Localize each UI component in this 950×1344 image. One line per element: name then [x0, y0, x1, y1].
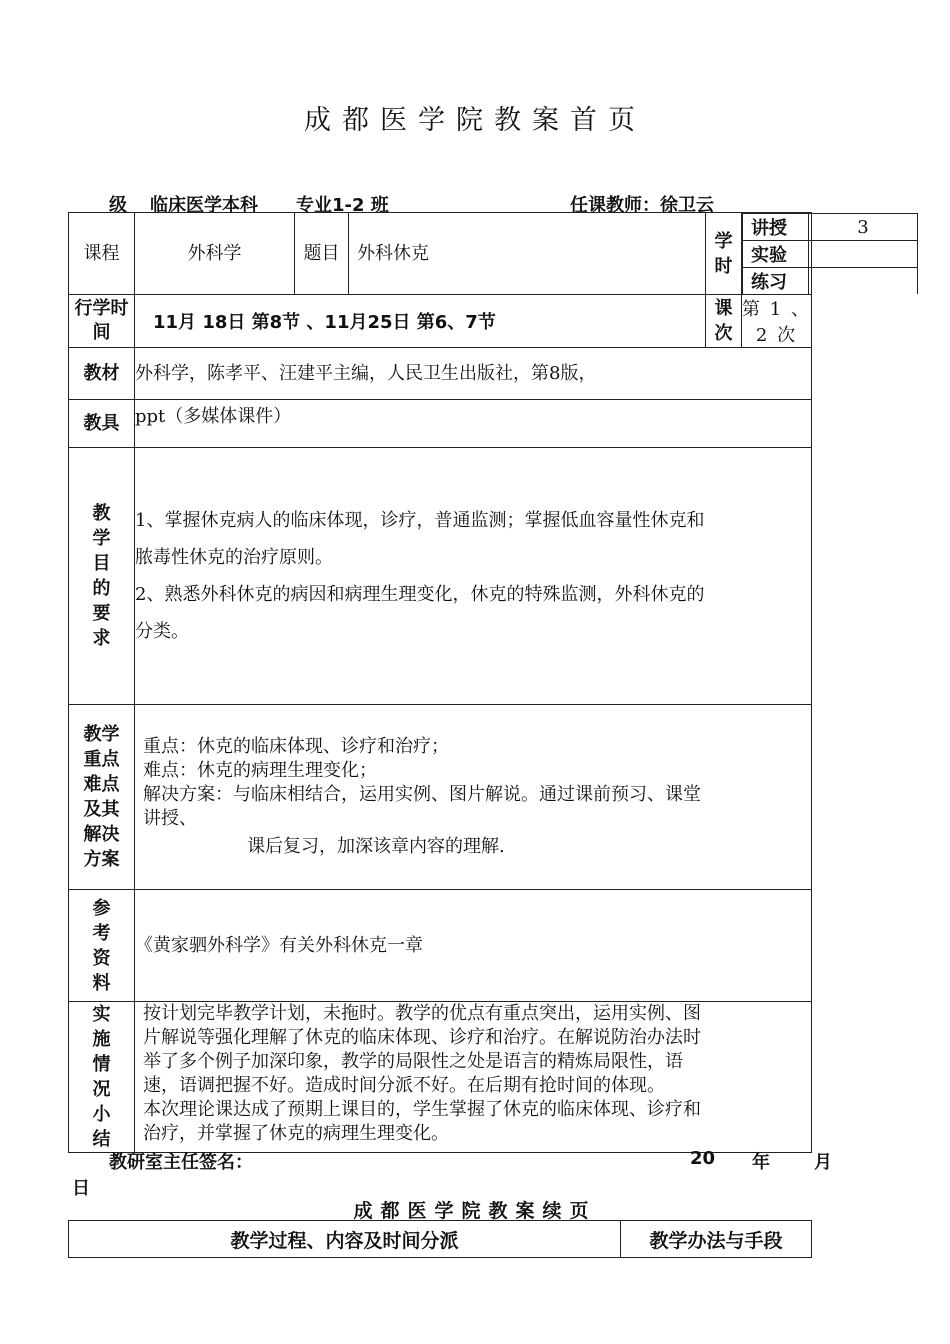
keypoints-label-line: 方案: [83, 849, 120, 870]
continuation-col-process: 教学过程、内容及时间分派: [69, 1221, 621, 1258]
hours-practice-value: [809, 268, 918, 295]
hours-lab-value: [809, 241, 918, 268]
objectives-content: [135, 448, 812, 705]
objectives-label: 教学目的要求: [69, 448, 135, 705]
keypoints-line: 重点：休克的临床体现、诊疗和治疗；: [143, 736, 449, 757]
objectives-line: 分类。: [135, 621, 189, 642]
keypoints-line: 解决方案：与临床相结合，运用实例、图片解说。通过课前预习、课堂: [143, 784, 701, 805]
textbook-label: 教材: [69, 348, 135, 400]
hours-label: 学时: [706, 213, 742, 295]
hours-lab-label: 实验: [743, 241, 809, 268]
keypoints-line: 讲授、: [143, 808, 197, 829]
hours-lecture-label: 讲授: [743, 214, 809, 241]
summary-line: 治疗，并掌握了休克的病理生理变化。: [143, 1123, 449, 1144]
summary-label: 实施情况小结: [69, 1002, 135, 1153]
topic-value: 外科休克: [349, 213, 706, 295]
references-label: 参考资料: [69, 890, 135, 1002]
course-value: 外科学: [135, 213, 295, 295]
course-label: 课程: [69, 213, 135, 295]
hours-cell: [742, 213, 869, 295]
summary-line: 片解说等强化理解了休克的临床体现、诊疗和治疗。在解说防治办法时: [143, 1027, 701, 1048]
grade-label: 级: [109, 195, 127, 216]
topic-label: 题目: [295, 213, 349, 295]
keypoints-label-line: 重点: [83, 749, 120, 770]
keypoints-line: 课后复习，加深该章内容的理解.: [247, 836, 505, 857]
continuation-col-methods: 教学办法与手段: [621, 1221, 812, 1258]
objectives-line: 2、熟悉外科休克的病因和病理生理变化，休克的特殊监测，外科休克的: [135, 584, 705, 605]
keypoints-label: [69, 705, 135, 890]
tools-label: 教具: [69, 400, 135, 448]
schedule-value: 11月 18日 第8节 、11月25日 第6、7节: [135, 295, 706, 348]
summary-line: 按计划完毕教学计划，未拖时。教学的优点有重点突出，运用实例、图: [143, 1003, 701, 1024]
keypoints-label-line: 教学: [83, 724, 120, 745]
summary-content: [135, 1002, 812, 1153]
page-title: 成都医学院教案首页: [304, 105, 646, 136]
sign-day: 日: [72, 1178, 90, 1199]
schedule-label: 行学时间: [69, 295, 135, 348]
keypoints-content: [135, 705, 812, 890]
references-value: 《黄家驷外科学》有关外科休克一章: [135, 890, 812, 1002]
objectives-line: 脓毒性休克的治疗原则。: [135, 547, 333, 568]
summary-line: 本次理论课达成了预期上课目的，学生掌握了休克的临床体现、诊疗和: [143, 1099, 701, 1120]
continuation-table: [68, 1220, 812, 1258]
count-label: 课次: [706, 295, 742, 348]
sign-year: 年: [752, 1152, 770, 1173]
keypoints-label-line: 及其: [83, 799, 120, 820]
sign-month: 月: [814, 1152, 832, 1173]
sign-label: 教研室主任签名：: [109, 1152, 253, 1173]
count-value: 第 1 、2 次: [742, 295, 812, 348]
teacher-text: 任课教师：徐卫云: [570, 195, 714, 216]
sign-year-prefix: 20: [690, 1148, 716, 1169]
keypoints-line: 难点：休克的病理生理变化；: [143, 760, 377, 781]
class-text: 专业1-2 班: [296, 195, 389, 216]
major-text: 临床医学本科: [150, 195, 258, 216]
summary-line: 举了多个例子加深印象，教学的局限性之处是语言的精炼局限性，语: [143, 1051, 683, 1072]
objectives-line: 1、掌握休克病人的临床体现，诊疗，普通监测；掌握低血容量性休克和: [135, 510, 705, 531]
hours-lecture-value: 3: [809, 214, 918, 241]
hours-subtable: [742, 213, 918, 294]
hours-practice-label: 练习: [743, 268, 809, 295]
keypoints-label-line: 难点: [83, 774, 120, 795]
tools-value: ppt（多媒体课件）: [135, 400, 812, 448]
keypoints-label-line: 解决: [83, 824, 120, 845]
textbook-value: 外科学，陈孝平、汪建平主编，人民卫生出版社，第8版，: [135, 348, 812, 400]
summary-line: 速，语调把握不好。造成时间分派不好。在后期有抢时间的体现。: [143, 1075, 665, 1096]
lesson-plan-table: [68, 212, 869, 1153]
continuation-title: 成都医学院教案续页: [353, 1200, 597, 1222]
